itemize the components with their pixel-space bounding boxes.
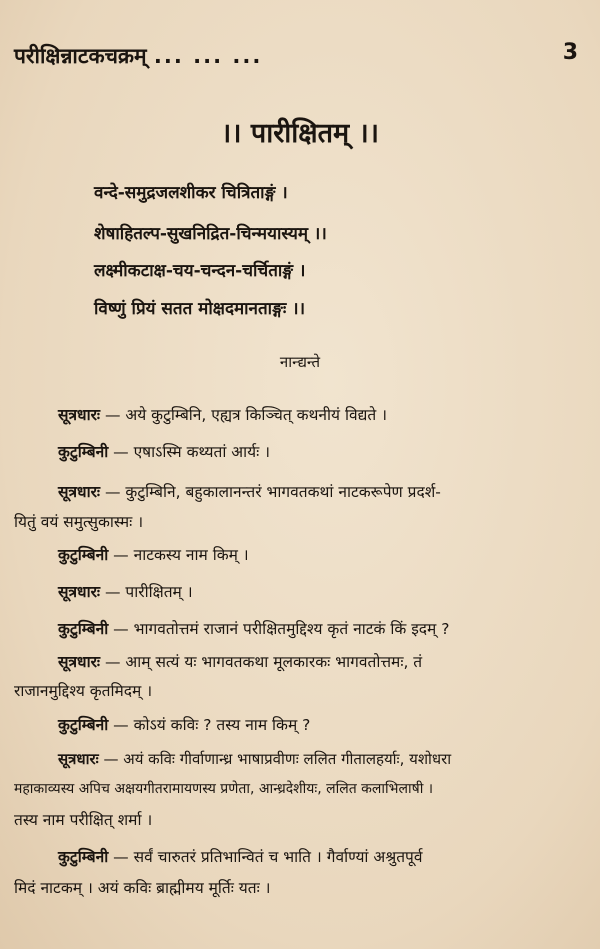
dialogue-line [58, 749, 600, 769]
dialogue-line [58, 845, 600, 867]
speaker-name: सूत्रधारः [58, 653, 101, 671]
verse-line: लक्ष्मीकटाक्ष-चय-चन्दन-चर्चिताङ्गं । [94, 261, 306, 281]
dialogue-continuation: यितुं वयं समुत्सुकास्मः । [14, 513, 144, 531]
dialogue-text: — कुटुम्बिनि, बहुकालानन्तरं भागवतकथां नाटकरूपेण प्रदर्श- [100, 483, 441, 501]
speaker-name: सूत्रधारः [58, 583, 101, 601]
dialogue-continuation: तस्य नाम परीक्षित् शर्मा । [14, 811, 153, 829]
dialogue-text: — भागवतोत्तमं राजानं परीक्षितमुद्दिश्य कृतं नाटकं किं इदम् ? [108, 620, 450, 638]
dialogue-text: — सर्वं चारुतरं प्रतिभान्वितं च भाति । गैर्वाण्यां अश्रुतपूर्व [108, 848, 423, 866]
speaker-name: कुटुम्बिनी [58, 620, 109, 638]
speaker-name: कुटुम्बिनी [58, 546, 109, 564]
dialogue-continuation: मिदं नाटकम् । अयं कविः ब्राह्मीमय मूर्तिः यतः । [14, 879, 271, 897]
dialogue-line [58, 543, 600, 565]
speaker-name: सूत्रधारः [58, 483, 101, 501]
speaker-name: सूत्रधारः [58, 406, 101, 424]
dialogue-line [58, 440, 600, 462]
dialogue-text: — अयं कविः गीर्वाणान्ध्र भाषाप्रवीणः ललित गीतालहर्याः, यशोधरा [98, 750, 452, 768]
verse-line: शेषाहितल्प-सुखनिद्रित-चिन्मयास्यम् ।। [94, 224, 327, 244]
header-dots: ... ... ... [153, 44, 263, 68]
dialogue-text: — कोऽयं कविः ? तस्य नाम किम् ? [108, 716, 311, 734]
dialogue-continuation: महाकाव्यस्य अपिच अक्षयगीतरामायणस्य प्रणेता, आन्ध्रदेशीयः, ललित कलाभिलाषी । [14, 781, 434, 797]
dialogue-line [58, 650, 600, 672]
verse-line: वन्दे-समुद्रजलशीकर चित्रिताङ्गं । [94, 183, 288, 203]
dialogue-line [58, 713, 600, 735]
page-number: 3 [562, 40, 578, 65]
verse-line: विष्णुं प्रियं सतत मोक्षदमानताङ्गः ।। [94, 299, 306, 319]
dialogue-line [58, 617, 600, 639]
section-heading: ।। पारीक्षितम् ।। [221, 118, 379, 149]
stage-note: नान्द्यन्ते [279, 353, 321, 371]
running-title: परीक्षिन्नाटकचक्रम् [14, 44, 147, 68]
dialogue-line [58, 403, 600, 425]
running-header [14, 42, 586, 70]
dialogue-line [58, 580, 600, 602]
dialogue-text: — नाटकस्य नाम किम् । [108, 546, 249, 564]
dialogue-text: — अये कुटुम्बिनि, एह्यत्र किञ्चित् कथनीयं विद्यते । [100, 406, 387, 424]
speaker-name: सूत्रधारः [58, 750, 99, 768]
dialogue-text: — आम् सत्यं यः भागवतकथा मूलकारकः भागवतोत्तमः, तं [100, 653, 423, 671]
speaker-name: कुटुम्बिनी [58, 716, 109, 734]
dialogue-continuation: राजानमुद्दिश्य कृतमिदम् । [14, 682, 153, 700]
dialogue-line [58, 480, 600, 502]
dialogue-text: — एषाऽस्मि कथ्यतां आर्यः । [108, 443, 271, 461]
dialogue-text: — पारीक्षितम् । [100, 583, 193, 601]
speaker-name: कुटुम्बिनी [58, 443, 109, 461]
speaker-name: कुटुम्बिनी [58, 848, 109, 866]
